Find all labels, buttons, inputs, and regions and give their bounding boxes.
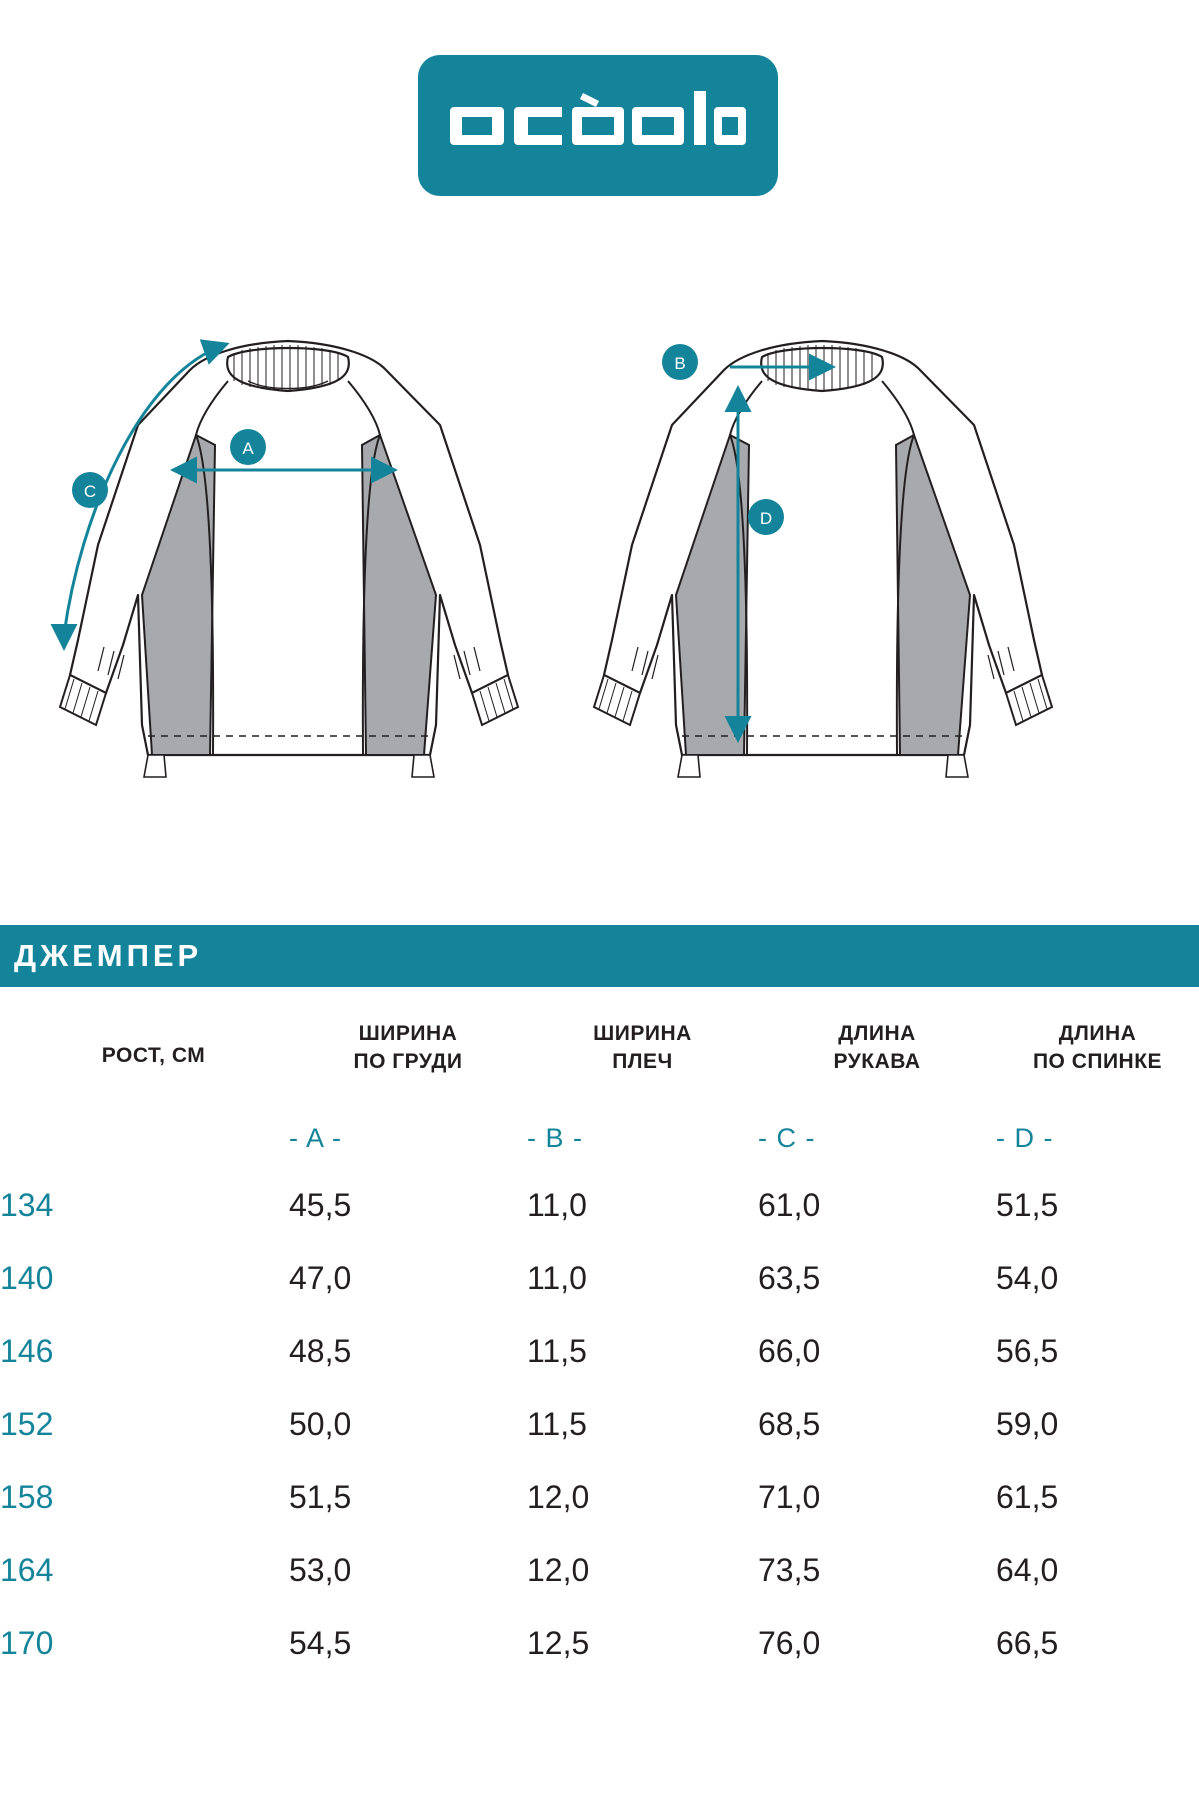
cell-sleeve: 66,0 bbox=[758, 1333, 821, 1369]
table-row bbox=[0, 1461, 1199, 1534]
cell-sleeve: 76,0 bbox=[758, 1625, 821, 1661]
cell-back: 61,5 bbox=[996, 1479, 1059, 1515]
table-row bbox=[0, 1534, 1199, 1607]
cell-shoulder: 12,0 bbox=[527, 1552, 590, 1588]
header-back-line1: ДЛИНА bbox=[1058, 1022, 1137, 1045]
cell-shoulder: 11,0 bbox=[527, 1187, 587, 1223]
cell-height: 152 bbox=[0, 1406, 54, 1442]
cell-chest: 48,5 bbox=[289, 1333, 352, 1369]
letter-cell-a bbox=[289, 1107, 527, 1169]
garment-illustration bbox=[0, 295, 1199, 895]
cell-back: 56,5 bbox=[996, 1333, 1059, 1369]
marker-b-label: B bbox=[674, 354, 686, 373]
table-row bbox=[0, 1607, 1199, 1680]
marker-a-label: A bbox=[242, 439, 254, 458]
cell-back: 64,0 bbox=[996, 1552, 1059, 1588]
cell-back: 51,5 bbox=[996, 1187, 1059, 1223]
header-chest-line1: ШИРИНА bbox=[358, 1022, 458, 1045]
cell-height: 158 bbox=[0, 1479, 54, 1515]
table-header-height bbox=[0, 987, 289, 1107]
cell-sleeve: 61,0 bbox=[758, 1187, 821, 1223]
cell-chest: 47,0 bbox=[289, 1260, 352, 1296]
marker-c-label: C bbox=[83, 482, 97, 501]
header-sleeve-line2: РУКАВА bbox=[833, 1049, 921, 1073]
logo-background bbox=[418, 55, 778, 196]
size-table bbox=[0, 987, 1199, 1680]
cell-chest: 45,5 bbox=[289, 1187, 352, 1223]
table-row bbox=[0, 1388, 1199, 1461]
table-header-shoulder bbox=[527, 987, 758, 1107]
cell-back: 59,0 bbox=[996, 1406, 1059, 1442]
cell-shoulder: 12,0 bbox=[527, 1479, 590, 1515]
header-chest-line2: ПО ГРУДИ bbox=[353, 1049, 463, 1073]
cell-back: 54,0 bbox=[996, 1260, 1059, 1296]
cell-shoulder: 12,5 bbox=[527, 1625, 590, 1661]
letter-b: - B - bbox=[527, 1122, 583, 1153]
letter-cell-b bbox=[527, 1107, 758, 1169]
cell-chest: 53,0 bbox=[289, 1552, 352, 1588]
letter-d: - D - bbox=[996, 1122, 1054, 1153]
cell-chest: 51,5 bbox=[289, 1479, 352, 1515]
brand-logo bbox=[418, 55, 778, 196]
table-row bbox=[0, 1242, 1199, 1315]
table-header-row bbox=[0, 987, 1199, 1107]
table-header-chest bbox=[289, 987, 527, 1107]
letter-a: - A - bbox=[289, 1122, 343, 1153]
header-shoulder-line2: ПЛЕЧ bbox=[612, 1049, 673, 1073]
cell-height: 170 bbox=[0, 1625, 54, 1661]
cell-height: 140 bbox=[0, 1260, 54, 1296]
cell-chest: 54,5 bbox=[289, 1625, 352, 1661]
cell-sleeve: 63,5 bbox=[758, 1260, 821, 1296]
table-letter-row bbox=[0, 1107, 1199, 1169]
cell-shoulder: 11,5 bbox=[527, 1406, 587, 1442]
cell-sleeve: 73,5 bbox=[758, 1552, 821, 1588]
table-row bbox=[0, 1169, 1199, 1242]
cell-back: 66,5 bbox=[996, 1625, 1059, 1661]
header-shoulder-line1: ШИРИНА bbox=[593, 1022, 692, 1045]
marker-d-label: D bbox=[759, 509, 773, 528]
header-sleeve-line1: ДЛИНА bbox=[838, 1022, 916, 1045]
cell-sleeve: 68,5 bbox=[758, 1406, 821, 1442]
back-view bbox=[594, 341, 1052, 777]
section-title-bar bbox=[0, 925, 1199, 987]
cell-shoulder: 11,0 bbox=[527, 1260, 587, 1296]
cell-height: 164 bbox=[0, 1552, 54, 1588]
size-table-container bbox=[0, 987, 1199, 1680]
cell-sleeve: 71,0 bbox=[758, 1479, 821, 1515]
letter-cell-d bbox=[996, 1107, 1199, 1169]
acoola-wordmark-icon bbox=[450, 91, 746, 161]
table-header-back bbox=[996, 987, 1199, 1107]
table-header-sleeve bbox=[758, 987, 996, 1107]
letter-cell-empty bbox=[0, 1107, 289, 1169]
cell-height: 146 bbox=[0, 1333, 54, 1369]
garment-technical-drawing bbox=[0, 295, 1199, 895]
letter-cell-c bbox=[758, 1107, 996, 1169]
letter-c: - C - bbox=[758, 1122, 816, 1153]
header-back-line2: ПО СПИНКЕ bbox=[1032, 1049, 1163, 1073]
table-row bbox=[0, 1315, 1199, 1388]
cell-shoulder: 11,5 bbox=[527, 1333, 587, 1369]
section-title: ДЖЕМПЕР bbox=[14, 938, 203, 973]
cell-height: 134 bbox=[0, 1187, 54, 1223]
cell-chest: 50,0 bbox=[289, 1406, 352, 1442]
header-height-line1: РОСТ, СМ bbox=[101, 1044, 206, 1067]
front-view bbox=[60, 341, 518, 777]
